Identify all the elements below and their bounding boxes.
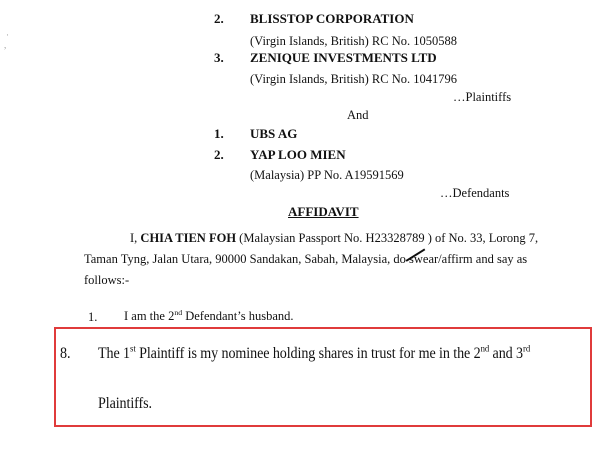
- para-8-text-line-2: Plaintiffs.: [98, 395, 152, 412]
- para-1-text: I am the 2nd Defendant’s husband.: [124, 307, 294, 323]
- defendant-1-name: UBS AG: [250, 126, 298, 141]
- plaintiff-2-number: 2.: [214, 11, 224, 26]
- defendant-2-registration: (Malaysia) PP No. A19591569: [250, 168, 404, 182]
- intro-lead: I,: [130, 231, 138, 245]
- scan-speck: ,: [4, 40, 7, 50]
- defendant-2-number: 2.: [214, 147, 224, 162]
- document-heading: AFFIDAVIT: [288, 204, 359, 219]
- para-8-text-line-1: The 1st Plaintiff is my nominee holding shares in trust for me in the 2nd and 3rd: [98, 343, 531, 362]
- defendants-label: …Defendants: [440, 186, 510, 200]
- plaintiff-2-registration: (Virgin Islands, British) RC No. 1050588: [250, 34, 458, 48]
- defendant-1-number: 1.: [214, 126, 224, 141]
- scan-speck: ·: [6, 30, 9, 40]
- plaintiffs-label: …Plaintiffs: [453, 90, 512, 104]
- intro-line-1: [130, 231, 538, 246]
- plaintiff-2-name: BLISSTOP CORPORATION: [250, 11, 414, 26]
- para-1-number: 1.: [88, 310, 98, 324]
- intro-line-2: Taman Tyng, Jalan Utara, 90000 Sandakan, Sabah, Malaysia, do swear/affirm and say as: [84, 252, 528, 266]
- deponent-name: CHIA TIEN FOH: [140, 231, 237, 245]
- para-8-number: 8.: [60, 345, 71, 362]
- plaintiff-3-number: 3.: [214, 50, 224, 65]
- and-separator: And: [347, 108, 369, 122]
- defendant-2-name: YAP LOO MIEN: [250, 147, 346, 162]
- intro-line-1-rest: (Malaysian Passport No. H23328789 ) of No. 33, Lorong 7,: [239, 231, 539, 245]
- plaintiff-3-name: ZENIQUE INVESTMENTS LTD: [250, 50, 437, 65]
- intro-line-3: follows:-: [84, 273, 130, 287]
- plaintiff-3-registration: (Virgin Islands, British) RC No. 1041796: [250, 72, 458, 86]
